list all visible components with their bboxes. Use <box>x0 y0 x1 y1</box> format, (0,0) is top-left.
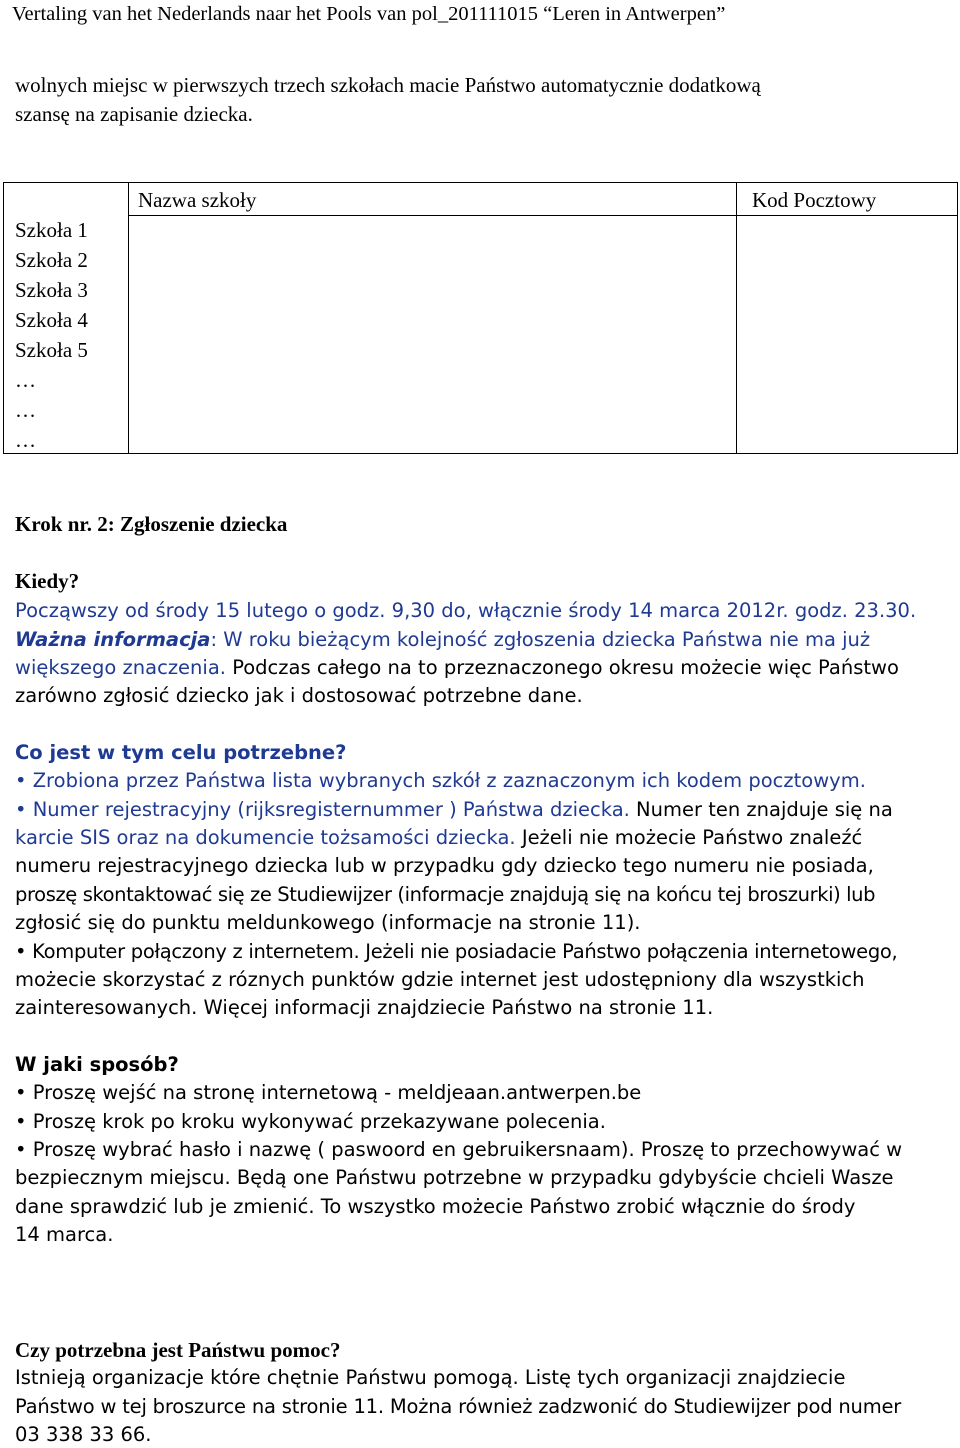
intro-line-1: wolnych miejsc w pierwszych trzech szkołach macie Państwo automatycznie dodatkową <box>15 73 761 97</box>
important-line-1: Ważna informacja: W roku bieżącym kolejność zgłoszenia dziecka Państwa nie ma już <box>15 628 871 651</box>
when-text: Począwszy od środy 15 lutego o godz. 9,30 do, włącznie środy 14 marca 2012r. godz. 23.30. <box>15 599 917 622</box>
how-line-4: bezpiecznym miejscu. Będą one Państwu potrzebne w przypadku gdybyście chcieli Wasze <box>15 1166 894 1189</box>
needed-line-4: numeru rejestracyjnego dziecka lub w przypadku gdy dziecko tego numeru nie posiada, <box>15 854 874 877</box>
table-row: Szkoła 5 <box>15 338 88 362</box>
needed-line-6: zgłosić się do punktu meldunkowego (informacje na stronie 11). <box>15 911 641 934</box>
table-row: … <box>15 398 36 422</box>
help-phone-number: 03 338 33 66. <box>15 1423 152 1446</box>
table-header-postcode: Kod Pocztowy <box>752 188 877 212</box>
intro-line-2: szansę na zapisanie dziecka. <box>15 102 253 126</box>
when-heading: Kiedy? <box>15 569 80 593</box>
important-label: Ważna informacja <box>15 628 211 651</box>
help-heading: Czy potrzebna jest Państwu pomoc? <box>15 1338 341 1362</box>
important-line-3: zarówno zgłosić dziecko jak i dostosować potrzebne dane. <box>15 684 583 707</box>
table-row: Szkoła 1 <box>15 218 88 242</box>
how-bullet-3: • Proszę wybrać hasło i nazwę ( paswoord en gebruikersnaam). Proszę to przechowywać w <box>15 1138 903 1161</box>
needed-line-3: karcie SIS oraz na dokumencie tożsamości dziecka. Jeżeli nie możecie Państwo znaleźć <box>15 826 863 849</box>
help-line-1: Istnieją organizacje które chętnie Państwu pomogą. Listę tych organizacji znajdziecie <box>15 1366 846 1389</box>
needed-line-9: zainteresowanych. Więcej informacji znajdziecie Państwo na stronie 11. <box>15 996 714 1019</box>
how-bullet-2: • Proszę krok po kroku wykonywać przekazywane polecenia. <box>15 1110 606 1133</box>
help-line-2: Państwo w tej broszurce na stronie 11. Można również zadzwonić do Studiewijzer pod numer <box>15 1395 902 1418</box>
needed-bullet-3: • Komputer połączony z internetem. Jeżeli nie posiadacie Państwo połączenia internetowego, <box>15 940 898 963</box>
table-row: Szkoła 4 <box>15 308 88 332</box>
step2-heading: Krok nr. 2: Zgłoszenie dziecka <box>15 512 288 536</box>
document-header: Vertaling van het Nederlands naar het Pools van pol_201111015 “Leren in Antwerpen” <box>12 3 726 25</box>
how-line-5: dane sprawdzić lub je zmienić. To wszystko możecie Państwo zrobić włącznie do środy <box>15 1195 856 1218</box>
needed-line-5: proszę skontaktować się ze Studiewijzer (informacje znajdują się na końcu tej broszurki) lub <box>15 883 876 906</box>
needed-heading: Co jest w tym celu potrzebne? <box>15 741 347 764</box>
table-row: Szkoła 3 <box>15 278 88 302</box>
how-line-6: 14 marca. <box>15 1223 114 1246</box>
needed-bullet-1: • Zrobiona przez Państwa lista wybranych szkół z zaznaczonym ich kodem pocztowym. <box>15 769 866 792</box>
how-bullet-1: • Proszę wejść na stronę internetową - meldjeaan.antwerpen.be <box>15 1081 642 1104</box>
important-line-2: większego znaczenia. Podczas całego na to przeznaczonego okresu możecie więc Państwo <box>15 656 899 679</box>
table-row: … <box>15 428 36 452</box>
table-row: … <box>15 368 36 392</box>
needed-bullet-2: • Numer rejestracyjny (rijksregisternummer ) Państwa dziecka. Numer ten znajduje się na <box>15 798 893 821</box>
table-row: Szkoła 2 <box>15 248 88 272</box>
how-heading: W jaki sposób? <box>15 1053 179 1076</box>
table-header-school-name: Nazwa szkoły <box>138 188 257 212</box>
needed-line-8: możecie skorzystać z róznych punktów gdzie internet jest udostępniony dla wszystkich <box>15 968 865 991</box>
